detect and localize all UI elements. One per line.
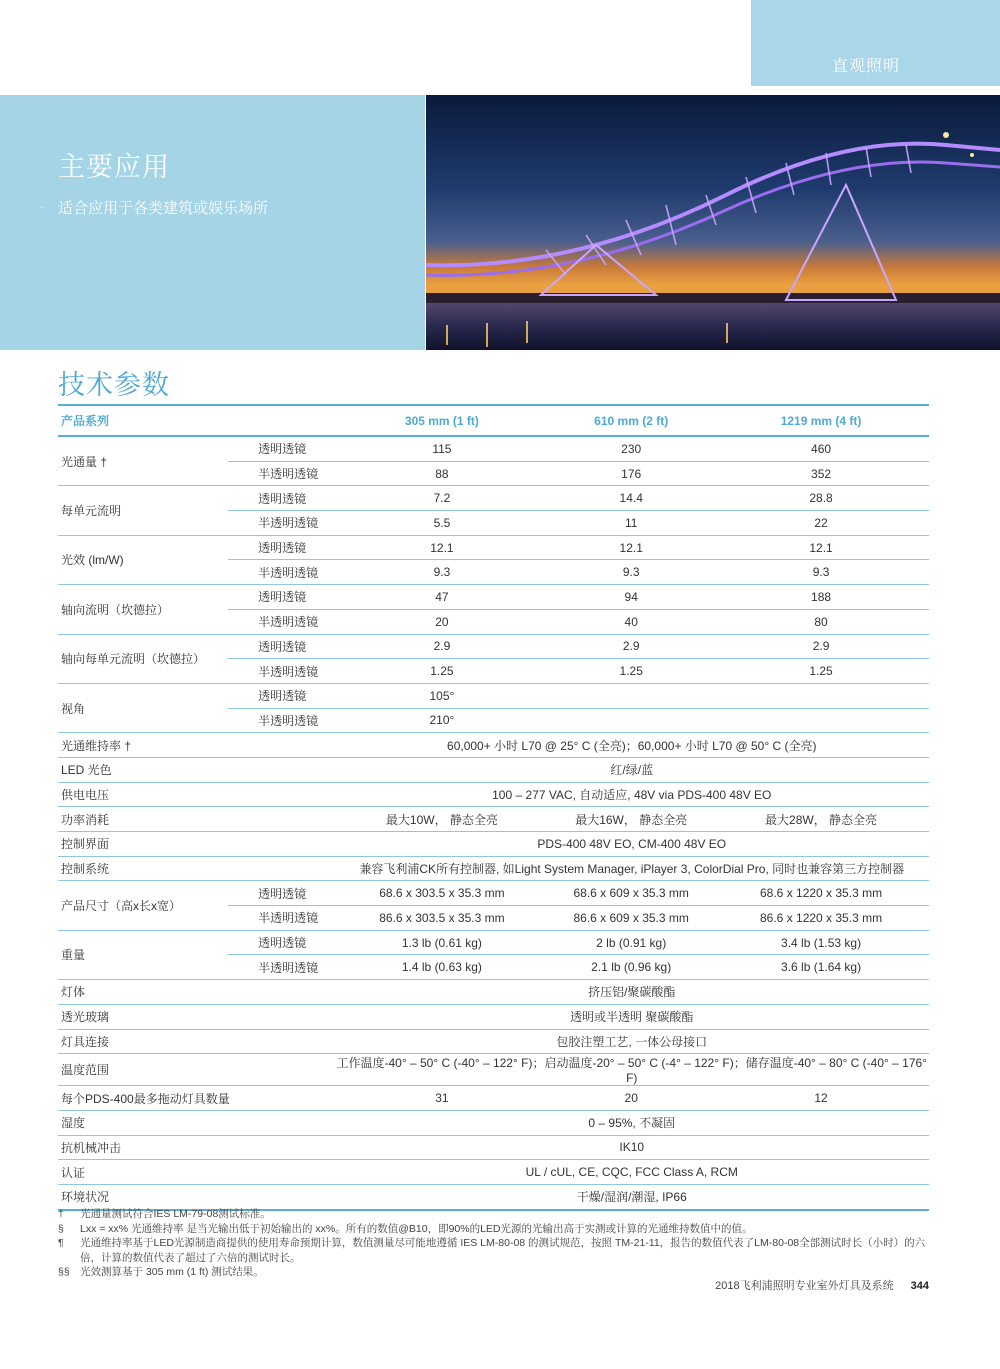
cell: 31 [335, 1086, 550, 1111]
row-label: 轴向流明（坎德拉） [58, 585, 228, 634]
table-row [58, 535, 929, 560]
cell [549, 708, 713, 733]
cell: 230 [549, 436, 713, 461]
cell: 20 [549, 1086, 713, 1111]
cell: 115 [335, 436, 550, 461]
table-row [58, 980, 929, 1005]
sub-label: 半透明透镜 [228, 461, 334, 486]
table-row [58, 683, 929, 708]
page-number: 344 [910, 1280, 929, 1292]
cell: 68.6 x 609 x 35.3 mm [549, 881, 713, 906]
category-tag-label: 直观照明 [831, 58, 900, 75]
footnote-text: Lxx = xx% 光通维持率 是当光输出低于初始输出的 xx%。所有的数值@B10，即90%的LED光源的光输出高于实测或计算的光通维持数值中的值。 [80, 1222, 753, 1235]
cell: 1.25 [335, 659, 550, 684]
cell: 47 [335, 585, 550, 610]
cell: 28.8 [713, 486, 929, 511]
footnote-symbol: § [58, 1222, 64, 1235]
table-row [58, 1160, 929, 1185]
cell: 12.1 [549, 535, 713, 560]
footnotes [58, 1207, 938, 1280]
cell [549, 683, 713, 708]
page-footer [715, 1277, 929, 1293]
table-row [58, 1029, 929, 1054]
table-row [58, 856, 929, 881]
row-label: 灯具连接 [58, 1029, 335, 1054]
applications-panel [0, 95, 425, 350]
cell: 12.1 [713, 535, 929, 560]
col-header-610: 610 mm (2 ft) [549, 405, 713, 436]
row-label: 供电电压 [58, 782, 335, 807]
row-label: 每单元流明 [58, 486, 228, 535]
cell: 210° [335, 708, 550, 733]
cell: 68.6 x 1220 x 35.3 mm [713, 881, 929, 906]
table-row [58, 782, 929, 807]
spec-table [58, 404, 929, 1211]
table-row [58, 1184, 929, 1209]
table-row [58, 1110, 929, 1135]
table-row [58, 807, 929, 832]
cell: 挤压铝/聚碳酸酯 [335, 980, 930, 1005]
footnote [58, 1222, 938, 1237]
table-row [58, 1054, 929, 1086]
cell: 40 [549, 609, 713, 634]
footnote-text: 光通维持率基于LED光源制造商提供的使用寿命预期计算，数值测量尽可能地遵循 IES LM-80-08 的测试规范，按照 TM-21-11，报告的数值代表了LM-80-08全部测试时长（小时）的六倍，计算的数值代表了超过了六倍的测试时长。 [80, 1237, 926, 1264]
footnote-text: 光通量测试符合IES LM-79-08测试标准。 [80, 1208, 271, 1220]
row-label: LED 光色 [58, 757, 335, 782]
table-row [58, 1086, 929, 1111]
sub-label: 透明透镜 [228, 881, 334, 906]
cell: 9.3 [549, 560, 713, 585]
footnote [58, 1236, 938, 1265]
cell: 60,000+ 小时 L70 @ 25° C (全亮)；60,000+ 小时 L70 @ 50° C (全亮) [335, 733, 930, 758]
cell: 12.1 [335, 535, 550, 560]
cell: 352 [713, 461, 929, 486]
cell: 兼容飞利浦CK所有控制器, 如Light System Manager, iPlayer 3, ColorDial Pro, 同时也兼容第三方控制器 [335, 856, 930, 881]
cell: 20 [335, 609, 550, 634]
table-row [58, 733, 929, 758]
table-row [58, 930, 929, 955]
sub-label: 半透明透镜 [228, 609, 334, 634]
cell: 最大28W， 静态全亮 [713, 807, 929, 832]
cell: 14.4 [549, 486, 713, 511]
applications-bullet-text: 适合应用于各类建筑或娱乐场所 [58, 200, 269, 217]
row-label: 光效 (lm/W) [58, 535, 228, 584]
sub-label: 半透明透镜 [228, 560, 334, 585]
footnote-symbol: ¶ [58, 1237, 64, 1249]
footnote-symbol: §§ [58, 1266, 70, 1278]
sub-label: 透明透镜 [228, 930, 334, 955]
sub-label: 半透明透镜 [228, 906, 334, 931]
cell: 工作温度-40° – 50° C (-40° – 122° F)；启动温度-20° – 50° C (-4° – 122° F)；储存温度-40° – 80° C (-40° – 176° F) [335, 1054, 930, 1086]
applications-bullet [40, 197, 268, 218]
cell: 460 [713, 436, 929, 461]
row-label: 产品尺寸（高x长x宽） [58, 881, 228, 930]
sub-label: 透明透镜 [228, 535, 334, 560]
cell: 2 lb (0.91 kg) [549, 930, 713, 955]
cell: PDS-400 48V EO, CM-400 48V EO [335, 832, 930, 857]
table-row [58, 881, 929, 906]
bridge-photo [426, 95, 1000, 350]
footnote-text: 光效测算基于 305 mm (1 ft) 测试结果。 [80, 1266, 264, 1278]
cell: 2.1 lb (0.96 kg) [549, 955, 713, 980]
cell: 7.2 [335, 486, 550, 511]
cell: 105° [335, 683, 550, 708]
sub-label: 透明透镜 [228, 683, 334, 708]
cell: 12 [713, 1086, 929, 1111]
table-row [58, 1004, 929, 1029]
cell: UL / cUL, CE, CQC, FCC Class A, RCM [335, 1160, 930, 1185]
cell: 3.6 lb (1.64 kg) [713, 955, 929, 980]
sub-label: 透明透镜 [228, 585, 334, 610]
row-label: 每个PDS-400最多拖动灯具数量 [58, 1086, 335, 1111]
col-header-305: 305 mm (1 ft) [335, 405, 550, 436]
col-header-1219: 1219 mm (4 ft) [713, 405, 929, 436]
cell: 透明或半透明 聚碳酸酯 [335, 1004, 930, 1029]
row-label: 光通维持率 † [58, 733, 335, 758]
cell: 176 [549, 461, 713, 486]
cell: 88 [335, 461, 550, 486]
cell: 最大10W， 静态全亮 [335, 807, 550, 832]
row-label: 光通量 † [58, 436, 228, 486]
cell: 1.4 lb (0.63 kg) [335, 955, 550, 980]
cell: 干燥/湿润/潮湿, IP66 [335, 1184, 930, 1209]
footnote [58, 1207, 938, 1222]
cell: 3.4 lb (1.53 kg) [713, 930, 929, 955]
table-row [58, 585, 929, 610]
row-label: 灯体 [58, 980, 335, 1005]
cell: 68.6 x 303.5 x 35.3 mm [335, 881, 550, 906]
cell: 1.25 [713, 659, 929, 684]
row-label: 控制界面 [58, 832, 335, 857]
table-row [58, 486, 929, 511]
cell: 9.3 [713, 560, 929, 585]
cell: 1.3 lb (0.61 kg) [335, 930, 550, 955]
sub-label: 半透明透镜 [228, 955, 334, 980]
cell: 2.9 [335, 634, 550, 659]
cell: 100 – 277 VAC, 自动适应, 48V via PDS-400 48V EO [335, 782, 930, 807]
cell: 最大16W， 静态全亮 [549, 807, 713, 832]
cell: IK10 [335, 1135, 930, 1160]
cell: 2.9 [549, 634, 713, 659]
sub-label: 半透明透镜 [228, 708, 334, 733]
cell: 1.25 [549, 659, 713, 684]
cell: 86.6 x 609 x 35.3 mm [549, 906, 713, 931]
row-label: 视角 [58, 683, 228, 732]
cell: 0 – 95%, 不凝固 [335, 1110, 930, 1135]
table-row [58, 1135, 929, 1160]
bullet-dot: · [40, 200, 44, 214]
table-row [58, 436, 929, 461]
row-label: 温度范围 [58, 1054, 335, 1086]
cell: 86.6 x 303.5 x 35.3 mm [335, 906, 550, 931]
cell: 80 [713, 609, 929, 634]
row-label: 认证 [58, 1160, 335, 1185]
sub-label: 透明透镜 [228, 486, 334, 511]
row-label: 轴向每单元流明（坎德拉） [58, 634, 228, 683]
sub-label: 透明透镜 [228, 436, 334, 461]
cell [713, 708, 929, 733]
table-header-row [58, 405, 929, 436]
tag-divider [751, 86, 1000, 95]
row-label: 抗机械冲击 [58, 1135, 335, 1160]
cell: 红/绿/蓝 [335, 757, 930, 782]
cell: 2.9 [713, 634, 929, 659]
cell: 5.5 [335, 511, 550, 536]
table-row [58, 757, 929, 782]
sub-label: 透明透镜 [228, 634, 334, 659]
row-label: 功率消耗 [58, 807, 335, 832]
row-label: 透光玻璃 [58, 1004, 335, 1029]
row-label: 湿度 [58, 1110, 335, 1135]
cell: 9.3 [335, 560, 550, 585]
category-tag [751, 0, 1000, 86]
cell: 22 [713, 511, 929, 536]
section-title: 技术参数 [58, 370, 170, 400]
cell: 94 [549, 585, 713, 610]
footer-catalog-title: 2018飞利浦照明专业室外灯具及系统 [715, 1280, 894, 1292]
cell: 86.6 x 1220 x 35.3 mm [713, 906, 929, 931]
cell: 11 [549, 511, 713, 536]
sub-label: 半透明透镜 [228, 511, 334, 536]
sub-label: 半透明透镜 [228, 659, 334, 684]
row-label: 环境状况 [58, 1184, 335, 1209]
footnote-symbol: † [58, 1208, 64, 1220]
cell [713, 683, 929, 708]
table-row [58, 634, 929, 659]
row-label: 重量 [58, 930, 228, 979]
col-header-series: 产品系列 [58, 405, 335, 436]
applications-title: 主要应用 [58, 152, 170, 182]
row-label: 控制系统 [58, 856, 335, 881]
table-row [58, 832, 929, 857]
cell: 188 [713, 585, 929, 610]
cell: 包胶注塑工艺, 一体公母接口 [335, 1029, 930, 1054]
